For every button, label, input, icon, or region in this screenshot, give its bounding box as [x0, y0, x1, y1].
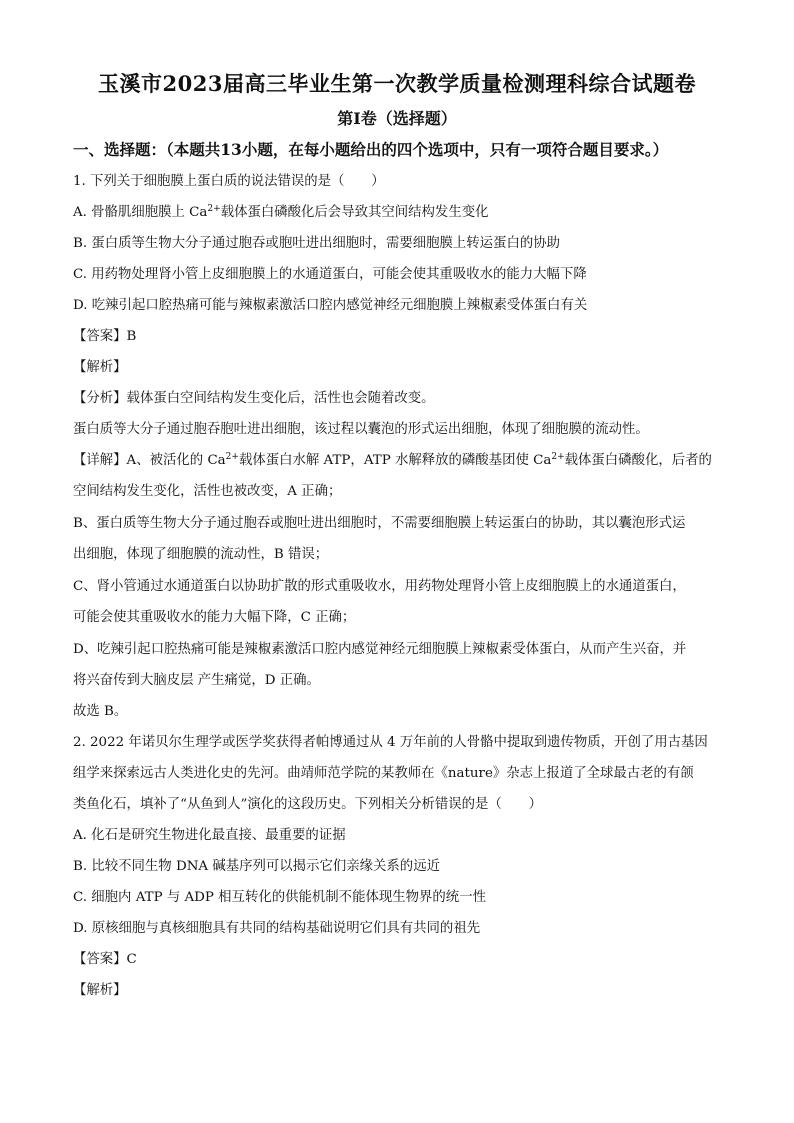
q2-analysis-label: 【解析】 [73, 983, 127, 998]
q2-option-c: C. 细胞内 ATP 与 ADP 相互转化的供能机制不能体现生物界的统一性 [73, 890, 486, 905]
q2-stem: 2. 2022 年诺贝尔生理学或医学奖获得者帕博通过从 4 万年前的人骨骼中提取到遗传物质，开创了用古基因 [73, 735, 708, 750]
q1-option-c: C. 用药物处理肾小管上皮细胞膜上的水通道蛋白，可能会使其重吸收水的能力大幅下降 [73, 267, 587, 282]
q1-d-explanation-2: 将兴奋传到大脑皮层 产生痛觉，D 正确。 [73, 673, 320, 688]
q1-d-explanation: D、吃辣引起口腔热痛可能是辣椒素激活口腔内感觉神经元细胞膜上辣椒素受体蛋白，从而产生兴奋，并 [73, 642, 687, 657]
q1-b-explanation: B、蛋白质等生物大分子通过胞吞或胞吐进出细胞时，不需要细胞膜上转运蛋白的协助，其以囊泡形式运 [73, 516, 686, 531]
q1-conclusion: 故选 B。 [73, 704, 128, 719]
q1-option-d: D. 吃辣引起口腔热痛可能与辣椒素激活口腔内感觉神经元细胞膜上辣椒素受体蛋白有关 [73, 298, 588, 313]
q2-stem-2: 组学来探索远古人类进化史的先河。曲靖师范学院的某教师在《nature》杂志上报道了全球最古老的有颌 [73, 766, 694, 781]
q1-option-b: B. 蛋白质等生物大分子通过胞吞或胞吐进出细胞时，需要细胞膜上转运蛋白的协助 [73, 236, 561, 251]
q2-stem-3: 类鱼化石，填补了“从鱼到人”演化的这段历史。下列相关分析错误的是（ ） [73, 797, 542, 812]
q1-c-explanation-2: 可能会使其重吸收水的能力大幅下降，C 正确； [73, 610, 356, 625]
page-subtitle: 第Ⅰ卷（选择题） [337, 109, 457, 128]
q1-xiangjie: 【详解】A、被活化的 $Ca^{2+}$载体蛋白水解 ATP，ATP 水解释放的磷酸基团使 $Ca^{2+}$载体蛋白磷酸化，后者的 [73, 452, 712, 468]
q2-option-a: A. 化石是研究生物进化最直接、最重要的证据 [73, 828, 346, 843]
q1-fenxi-2: 蛋白质等大分子通过胞吞胞吐进出细胞，该过程以囊泡的形式运出细胞，体现了细胞膜的流动性。 [73, 422, 649, 437]
q1-xiangjie-2: 空间结构发生变化，活性也被改变，A 正确； [73, 484, 342, 499]
q1-fenxi: 【分析】载体蛋白空间结构发生变化后，活性也会随着改变。 [73, 391, 435, 406]
q2-option-d: D. 原核细胞与真核细胞具有共同的结构基础说明它们具有共同的祖先 [73, 921, 481, 936]
q1-analysis-label: 【解析】 [73, 360, 127, 375]
section-heading: 一、选择题：（本题共13小题，在每小题给出的四个选项中，只有一项符合题目要求。） [73, 140, 669, 159]
q2-answer: 【答案】C [73, 952, 137, 967]
q2-option-b: B. 比较不同生物 DNA 碱基序列可以揭示它们亲缘关系的远近 [73, 859, 440, 874]
q1-stem: 1. 下列关于细胞膜上蛋白质的说法错误的是（ ） [73, 174, 385, 189]
page-title: 玉溪市2023届高三毕业生第一次教学质量检测理科综合试题卷 [98, 71, 696, 96]
q1-c-explanation: C、肾小管通过水通道蛋白以协助扩散的形式重吸收水，用药物处理肾小管上皮细胞膜上的水通道蛋白， [73, 579, 686, 594]
q1-option-a: A. 骨骼肌细胞膜上 $Ca^{2+}$载体蛋白磷酸化后会导致其空间结构发生变化 [73, 204, 489, 220]
q1-answer: 【答案】B [73, 329, 137, 344]
q1-b-explanation-2: 出细胞，体现了细胞膜的流动性，B 错误； [73, 547, 329, 562]
